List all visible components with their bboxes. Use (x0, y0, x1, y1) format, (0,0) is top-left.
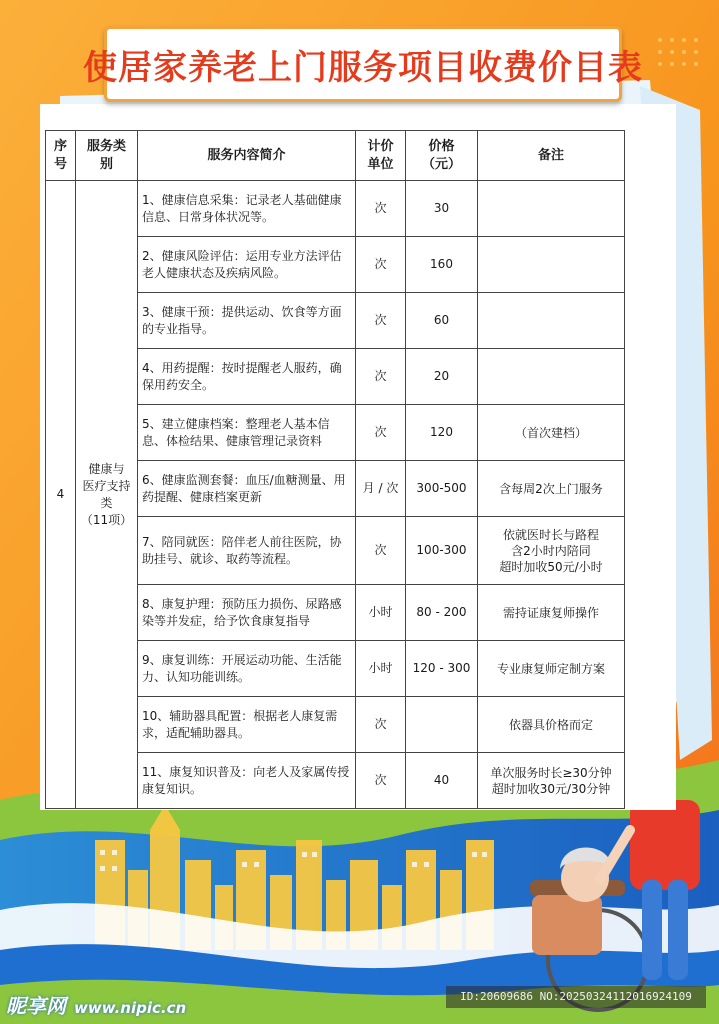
row-note: 依就医时长与路程 含2小时内陪同 超时加收50元/小时 (478, 517, 625, 585)
row-price: 30 (406, 181, 478, 237)
row-note (478, 181, 625, 237)
row-price: 120 - 300 (406, 641, 478, 697)
watermark (6, 990, 186, 1019)
row-note: 单次服务时长≥30分钟 超时加收30元/30分钟 (478, 753, 625, 809)
row-note (478, 293, 625, 349)
row-price (406, 697, 478, 753)
page-title: 使居家养老上门服务项目收费价目表 (83, 47, 643, 88)
row-unit: 次 (356, 405, 406, 461)
row-content: 11、康复知识普及：向老人及家属传授康复知识。 (138, 753, 356, 809)
row-unit: 次 (356, 237, 406, 293)
row-unit: 次 (356, 349, 406, 405)
row-price: 300-500 (406, 461, 478, 517)
row-content: 10、辅助器具配置：根据老人康复需求，适配辅助器具。 (138, 697, 356, 753)
header-content: 服务内容简介 (138, 131, 356, 181)
header-category: 服务类 别 (76, 131, 138, 181)
row-price: 60 (406, 293, 478, 349)
header-note: 备注 (478, 131, 625, 181)
row-price: 120 (406, 405, 478, 461)
row-unit: 次 (356, 517, 406, 585)
watermark-logo: 昵享网 (6, 994, 66, 1018)
row-content: 8、康复护理：预防压力损伤、尿路感染等并发症，给予饮食康复指导 (138, 585, 356, 641)
row-price: 160 (406, 237, 478, 293)
price-table (45, 130, 625, 809)
group-index (46, 181, 76, 809)
row-unit: 小时 (356, 641, 406, 697)
row-content: 3、健康干预：提供运动、饮食等方面的专业指导。 (138, 293, 356, 349)
row-unit: 次 (356, 753, 406, 809)
row-price: 20 (406, 349, 478, 405)
row-note: （首次建档） (478, 405, 625, 461)
row-content: 6、健康监测套餐：血压/血糖测量、用药提醒、健康档案更新 (138, 461, 356, 517)
row-unit: 次 (356, 181, 406, 237)
header-price: 价格 （元） (406, 131, 478, 181)
row-content: 2、健康风险评估：运用专业方法评估老人健康状态及疾病风险。 (138, 237, 356, 293)
header-index: 序号 (46, 131, 76, 181)
row-note: 专业康复师定制方案 (478, 641, 625, 697)
group-category (76, 181, 138, 809)
row-note (478, 349, 625, 405)
row-note: 需持证康复师操作 (478, 585, 625, 641)
row-price: 40 (406, 753, 478, 809)
row-note (478, 237, 625, 293)
row-content: 9、康复训练：开展运动功能、生活能力、认知功能训练。 (138, 641, 356, 697)
row-content: 1、健康信息采集：记录老人基础健康信息、日常身体状况等。 (138, 181, 356, 237)
row-unit: 次 (356, 697, 406, 753)
row-price: 80 - 200 (406, 585, 478, 641)
group-category-label: 健康与 医疗支持 类 （11项） (80, 461, 133, 527)
row-content: 7、陪同就医：陪伴老人前往医院，协助挂号、就诊、取药等流程。 (138, 517, 356, 585)
title-banner (83, 26, 643, 102)
group-index-value: 4 (56, 487, 65, 501)
table-row (46, 181, 625, 237)
header-unit: 计价 单位 (356, 131, 406, 181)
row-price: 100-300 (406, 517, 478, 585)
row-unit: 小时 (356, 585, 406, 641)
row-unit: 月 / 次 (356, 461, 406, 517)
row-note: 含每周2次上门服务 (478, 461, 625, 517)
watermark-url: www.nipic.cn (74, 999, 187, 1017)
table-header-row (46, 131, 625, 181)
image-id-strip: ID:20609686 NO:20250324112016924109 (446, 986, 706, 1008)
row-content: 4、用药提醒：按时提醒老人服药，确保用药安全。 (138, 349, 356, 405)
row-content: 5、建立健康档案：整理老人基本信息、体检结果、健康管理记录资料 (138, 405, 356, 461)
row-note: 依器具价格而定 (478, 697, 625, 753)
row-unit: 次 (356, 293, 406, 349)
